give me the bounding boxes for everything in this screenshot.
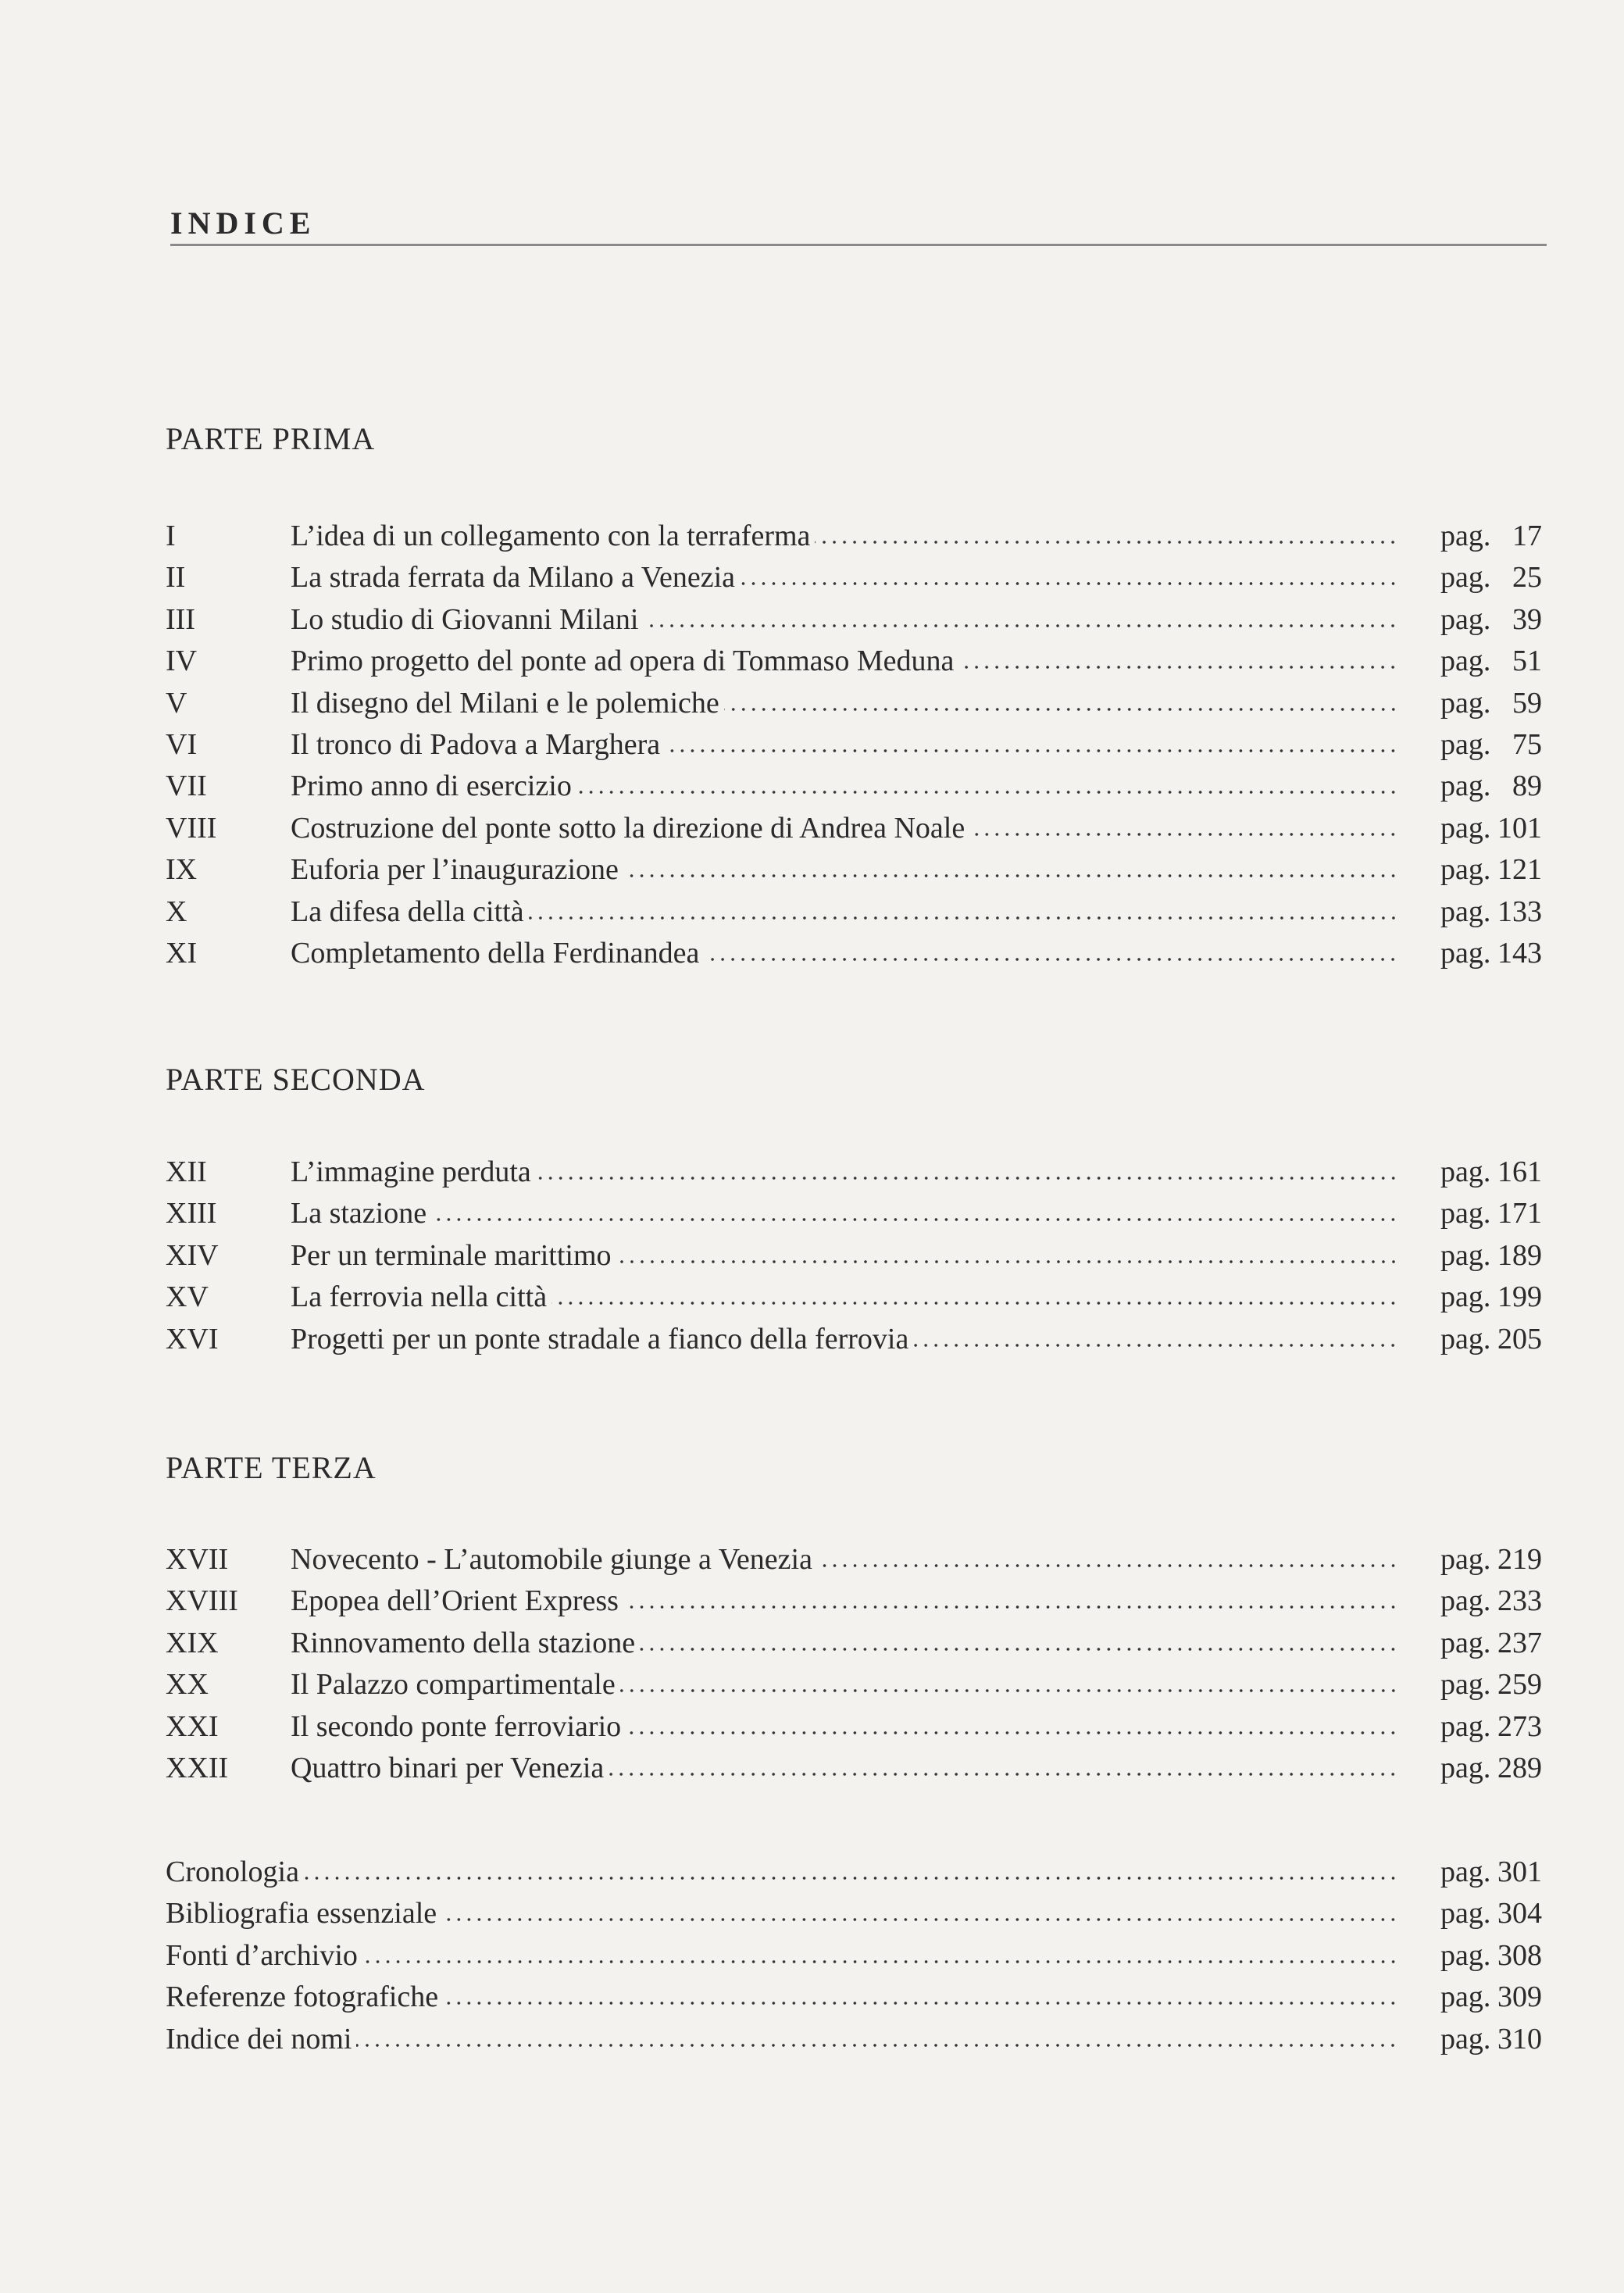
- pag-label: pag.: [1440, 1897, 1491, 1930]
- pag-label: pag.: [1440, 936, 1491, 970]
- entry-title: Epopea dell’Orient Express: [291, 1584, 619, 1618]
- chapter-number: X: [166, 895, 187, 928]
- page-number: 309: [1497, 1980, 1542, 2014]
- page-number: 233: [1497, 1584, 1542, 1618]
- dot-leader: [640, 1646, 1398, 1652]
- page-number: 289: [1497, 1751, 1542, 1784]
- toc-entry: [166, 519, 1542, 560]
- page-number: 304: [1497, 1897, 1542, 1930]
- toc-entry: [166, 686, 1542, 727]
- pag-label: pag.: [1440, 602, 1491, 636]
- chapter-number: V: [166, 686, 187, 720]
- pag-label: pag.: [1440, 1980, 1491, 2014]
- part-terza-entries: [166, 1542, 1542, 1792]
- dot-leader: [529, 915, 1398, 921]
- chapter-number: XI: [166, 936, 198, 970]
- toc-entry: [166, 1980, 1542, 2021]
- entry-title: L’immagine perduta: [291, 1155, 531, 1188]
- toc-entry: [166, 727, 1542, 769]
- dot-leader: [616, 1259, 1398, 1265]
- dot-leader: [609, 1771, 1398, 1777]
- chapter-number: XXII: [166, 1751, 229, 1784]
- entry-title: Per un terminale marittimo: [291, 1238, 612, 1272]
- pag-label: pag.: [1440, 811, 1491, 845]
- toc-entry: [166, 1280, 1542, 1321]
- entry-title: Il disegno del Milani e le polemiche: [291, 686, 719, 720]
- chapter-number: XIV: [166, 1238, 219, 1272]
- entry-title: Fonti d’archivio: [166, 1938, 358, 1972]
- pag-label: pag.: [1440, 1626, 1491, 1659]
- page-number: 25: [1512, 561, 1542, 595]
- entry-title: La strada ferrata da Milano a Venezia: [291, 561, 735, 595]
- dot-leader: [969, 831, 1398, 838]
- dot-leader: [665, 748, 1398, 754]
- page-title: INDICE: [170, 205, 316, 241]
- page-number: 133: [1497, 895, 1542, 928]
- page-number: 259: [1497, 1668, 1542, 1702]
- part-prima-entries: [166, 519, 1542, 977]
- dot-leader: [304, 1875, 1398, 1881]
- pag-label: pag.: [1440, 1668, 1491, 1702]
- dot-leader: [536, 1175, 1398, 1181]
- pag-label: pag.: [1440, 1709, 1491, 1743]
- dot-leader: [623, 1604, 1398, 1610]
- toc-entry: [166, 1896, 1542, 1938]
- entry-title: La ferrovia nella città: [291, 1280, 548, 1314]
- page-number: 59: [1512, 686, 1542, 720]
- page-number: 205: [1497, 1322, 1542, 1355]
- dot-leader: [623, 873, 1398, 879]
- chapter-number: XII: [166, 1155, 207, 1188]
- pag-label: pag.: [1440, 1197, 1491, 1230]
- chapter-number: I: [166, 520, 176, 552]
- page-number: 171: [1497, 1197, 1542, 1230]
- toc-entry: [166, 1626, 1542, 1667]
- dot-leader: [704, 956, 1398, 963]
- entry-title: Indice dei nomi: [166, 2022, 352, 2055]
- pag-label: pag.: [1440, 895, 1491, 928]
- page-number: 17: [1512, 520, 1542, 552]
- pag-label: pag.: [1440, 520, 1491, 552]
- pag-label: pag.: [1440, 1155, 1491, 1188]
- chapter-number: II: [166, 561, 186, 595]
- dot-leader: [551, 1300, 1398, 1306]
- dot-leader: [913, 1342, 1398, 1348]
- entry-title: Euforia per l’inaugurazione: [291, 853, 619, 887]
- page-number: 121: [1497, 853, 1542, 887]
- toc-entry: [166, 1542, 1542, 1584]
- toc-entry: [166, 1855, 1542, 1896]
- dot-leader: [431, 1216, 1398, 1223]
- entry-title: Il Palazzo compartimentale: [291, 1668, 616, 1702]
- page-number: 75: [1512, 727, 1542, 761]
- part-heading-seconda: PARTE SECONDA: [166, 1062, 426, 1097]
- toc-entry: [166, 1667, 1542, 1709]
- page-number: 51: [1512, 645, 1542, 678]
- entry-title: Completamento della Ferdinandea: [291, 936, 700, 970]
- chapter-number: IX: [166, 853, 198, 887]
- page-number: 189: [1497, 1238, 1542, 1272]
- dot-leader: [441, 1916, 1398, 1923]
- toc-entry: [166, 769, 1542, 810]
- pag-label: pag.: [1440, 1751, 1491, 1784]
- chapter-number: XX: [166, 1668, 209, 1702]
- toc-entry: [166, 560, 1542, 602]
- toc-entry: [166, 1751, 1542, 1792]
- pag-label: pag.: [1440, 1938, 1491, 1972]
- chapter-number: XV: [166, 1280, 209, 1314]
- dot-leader: [815, 539, 1398, 545]
- toc-entry: [166, 852, 1542, 894]
- entry-title: Costruzione del ponte sotto la direzione di Andrea Noale: [291, 811, 965, 845]
- pag-label: pag.: [1440, 1584, 1491, 1618]
- page-number: 308: [1497, 1938, 1542, 1972]
- entry-title: Referenze fotografiche: [166, 1980, 439, 2014]
- entry-title: L’idea di un collegamento con la terraferma: [291, 520, 811, 552]
- entry-title: Il tronco di Padova a Marghera: [291, 727, 661, 761]
- chapter-number: III: [166, 602, 195, 636]
- toc-entry: [166, 1709, 1542, 1751]
- entry-title: Lo studio di Giovanni Milani: [291, 602, 639, 636]
- chapter-number: VI: [166, 727, 198, 761]
- toc-entry: [166, 602, 1542, 644]
- toc-entry: [166, 895, 1542, 936]
- chapter-number: XIX: [166, 1626, 219, 1659]
- dot-leader: [356, 2042, 1398, 2048]
- chapter-number: XXI: [166, 1709, 219, 1743]
- dot-leader: [643, 623, 1398, 629]
- pag-label: pag.: [1440, 1238, 1491, 1272]
- pag-label: pag.: [1440, 1322, 1491, 1355]
- dot-leader: [958, 664, 1398, 670]
- chapter-number: IV: [166, 645, 198, 678]
- pag-label: pag.: [1440, 727, 1491, 761]
- entry-title: Progetti per un ponte stradale a fianco della ferrovia: [291, 1322, 909, 1355]
- entry-title: Novecento - L’automobile giunge a Venezia: [291, 1543, 812, 1576]
- pag-label: pag.: [1440, 2022, 1491, 2055]
- pag-label: pag.: [1440, 770, 1491, 803]
- toc-entry: [166, 811, 1542, 852]
- pag-label: pag.: [1440, 1543, 1491, 1576]
- entry-title: Primo anno di esercizio: [291, 770, 572, 803]
- appendix-entries: [166, 1855, 1542, 2063]
- page-number: 143: [1497, 936, 1542, 970]
- pag-label: pag.: [1440, 1855, 1491, 1888]
- toc-entry: [166, 1238, 1542, 1280]
- toc-entry: [166, 1584, 1542, 1625]
- entry-title: Cronologia: [166, 1855, 299, 1888]
- toc-entry: [166, 2022, 1542, 2063]
- title-rule: [170, 244, 1547, 246]
- chapter-number: XIII: [166, 1197, 217, 1230]
- part-seconda-entries: [166, 1155, 1542, 1363]
- toc-entry: [166, 1938, 1542, 1980]
- dot-leader: [362, 1959, 1398, 1965]
- dot-leader: [740, 580, 1398, 587]
- page-number: 101: [1497, 811, 1542, 845]
- entry-title: Bibliografia essenziale: [166, 1897, 437, 1930]
- dot-leader: [724, 706, 1398, 713]
- chapter-number: XVII: [166, 1543, 229, 1576]
- entry-title: La difesa della città: [291, 895, 524, 928]
- pag-label: pag.: [1440, 853, 1491, 887]
- chapter-number: VIII: [166, 811, 217, 845]
- page-number: 237: [1497, 1626, 1542, 1659]
- toc-entry: [166, 1196, 1542, 1238]
- chapter-number: XVIII: [166, 1584, 238, 1618]
- chapter-number: VII: [166, 770, 207, 803]
- chapter-number: XVI: [166, 1322, 219, 1355]
- dot-leader: [817, 1563, 1398, 1569]
- dot-leader: [620, 1688, 1398, 1694]
- pag-label: pag.: [1440, 1280, 1491, 1314]
- page-number: 39: [1512, 602, 1542, 636]
- dot-leader: [626, 1730, 1398, 1736]
- dot-leader: [443, 2000, 1398, 2006]
- toc-entry: [166, 1322, 1542, 1363]
- toc-entry: [166, 936, 1542, 977]
- page-number: 199: [1497, 1280, 1542, 1314]
- page-number: 219: [1497, 1543, 1542, 1576]
- page-number: 161: [1497, 1155, 1542, 1188]
- part-heading-prima: PARTE PRIMA: [166, 421, 376, 456]
- pag-label: pag.: [1440, 686, 1491, 720]
- pag-label: pag.: [1440, 561, 1491, 595]
- page-number: 273: [1497, 1709, 1542, 1743]
- entry-title: Primo progetto del ponte ad opera di Tommaso Meduna: [291, 645, 955, 678]
- toc-entry: [166, 644, 1542, 685]
- pag-label: pag.: [1440, 645, 1491, 678]
- entry-title: Rinnovamento della stazione: [291, 1626, 636, 1659]
- toc-entry: [166, 1155, 1542, 1196]
- entry-title: Quattro binari per Venezia: [291, 1751, 605, 1784]
- page-number: 301: [1497, 1855, 1542, 1888]
- part-heading-terza: PARTE TERZA: [166, 1450, 377, 1485]
- page-number: 310: [1497, 2022, 1542, 2055]
- entry-title: Il secondo ponte ferroviario: [291, 1709, 622, 1743]
- dot-leader: [576, 789, 1398, 795]
- page-number: 89: [1512, 770, 1542, 803]
- entry-title: La stazione: [291, 1197, 427, 1230]
